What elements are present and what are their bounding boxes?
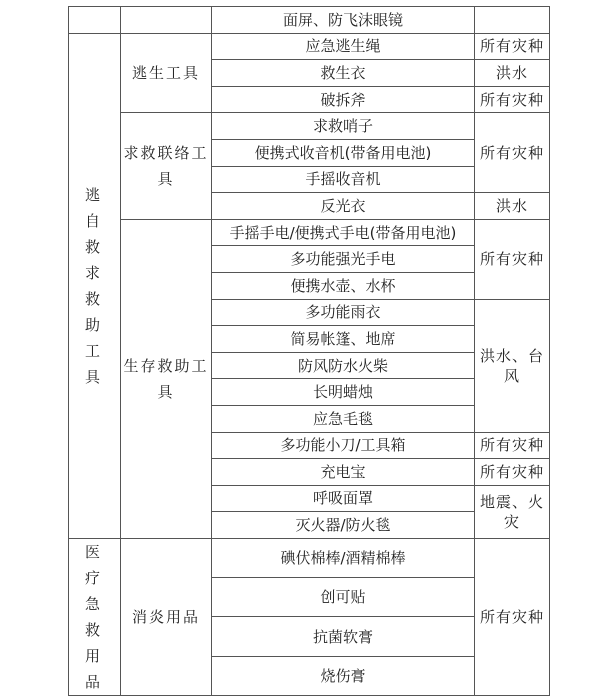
hazard-cell: 所有灾种 [475,459,550,486]
item-cell: 长明蜡烛 [212,379,475,406]
subcategory-cell: 逃生工具 [121,33,212,113]
subcategory-cell: 生存救助工具 [121,219,212,538]
item-cell: 手摇收音机 [212,166,475,193]
item-cell: 多功能小刀/工具箱 [212,432,475,459]
table-row [69,7,550,34]
item-cell: 应急毛毯 [212,405,475,432]
subcategory-cell [121,7,212,34]
hazard-cell: 所有灾种 [475,113,550,193]
item-cell: 碘伏棉棒/酒精棉棒 [212,538,475,577]
item-cell: 抗菌软膏 [212,617,475,656]
item-cell: 面屏、防飞沫眼镜 [212,7,475,34]
table-row [69,33,550,60]
hazard-cell: 洪水 [475,60,550,87]
hazard-cell: 所有灾种 [475,538,550,695]
item-cell: 多功能强光手电 [212,246,475,273]
item-cell: 灭火器/防火毯 [212,512,475,539]
item-cell: 应急逃生绳 [212,33,475,60]
subcategory-cell: 求救联络工具 [121,113,212,219]
hazard-cell: 洪水、台风 [475,299,550,432]
hazard-cell: 地震、火灾 [475,485,550,538]
hazard-cell [475,7,550,34]
hazard-cell: 所有灾种 [475,33,550,60]
category-cell: 医疗急救用品 [69,538,121,695]
item-cell: 简易帐篷、地席 [212,326,475,353]
item-cell: 救生衣 [212,60,475,87]
hazard-cell: 所有灾种 [475,86,550,113]
item-cell: 创可贴 [212,578,475,617]
subcategory-cell: 消炎用品 [121,538,212,695]
hazard-cell: 所有灾种 [475,219,550,299]
category-cell: 逃自救求救助工具 [69,33,121,538]
category-cell [69,7,121,34]
table-row [69,219,550,246]
item-cell: 手摇手电/便携式手电(带备用电池) [212,219,475,246]
item-cell: 充电宝 [212,459,475,486]
table-row [69,113,550,140]
item-cell: 便携式收音机(带备用电池) [212,139,475,166]
item-cell: 便携水壶、水杯 [212,272,475,299]
hazard-cell: 所有灾种 [475,432,550,459]
item-cell: 呼吸面罩 [212,485,475,512]
item-cell: 破拆斧 [212,86,475,113]
supplies-table [68,6,550,696]
item-cell: 多功能雨衣 [212,299,475,326]
item-cell: 求救哨子 [212,113,475,140]
item-cell: 烧伤膏 [212,656,475,695]
table-row [69,538,550,577]
hazard-cell: 洪水 [475,193,550,220]
item-cell: 反光衣 [212,193,475,220]
item-cell: 防风防水火柴 [212,352,475,379]
